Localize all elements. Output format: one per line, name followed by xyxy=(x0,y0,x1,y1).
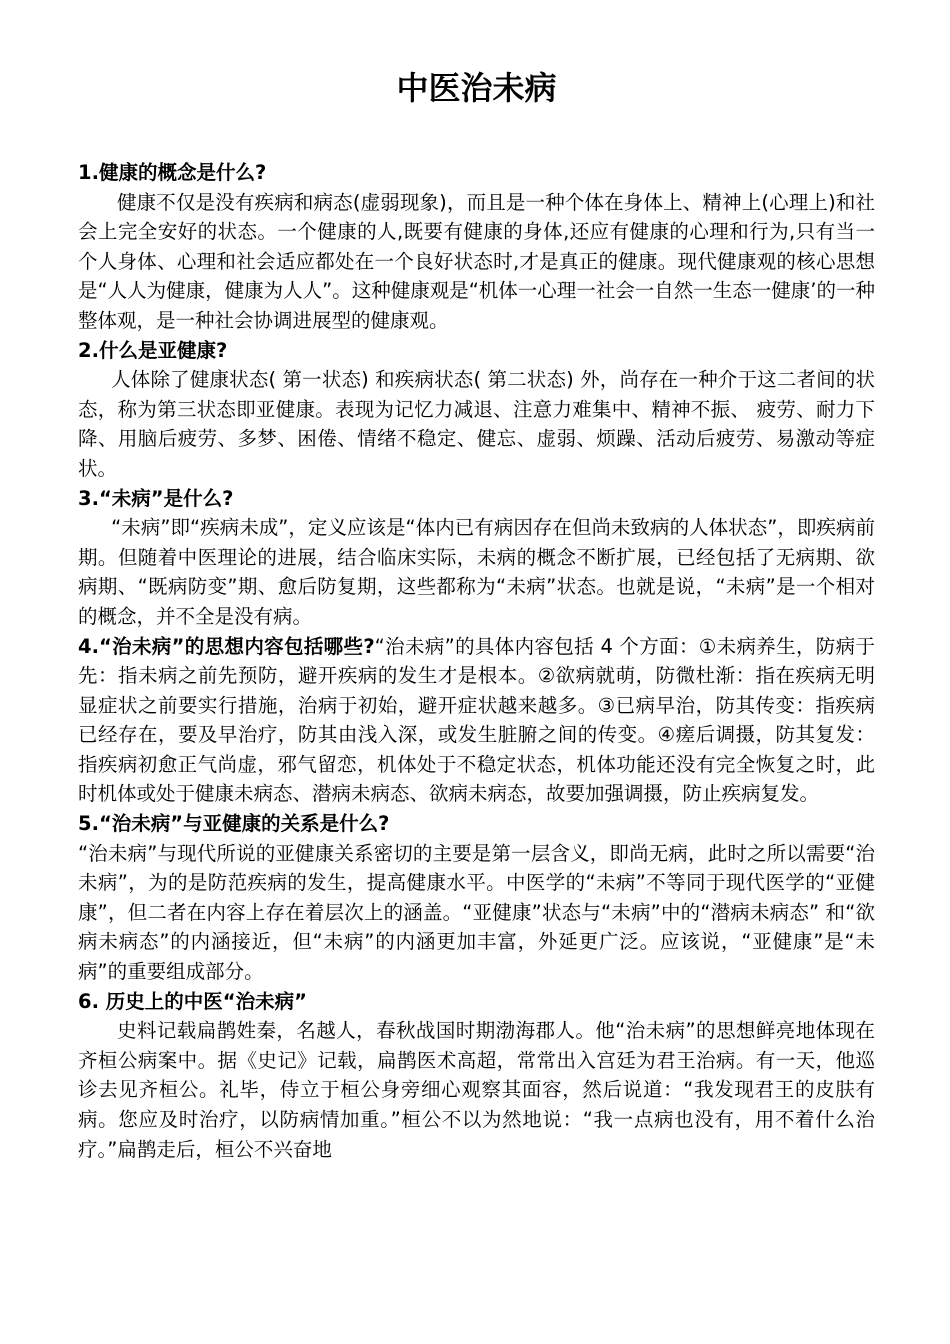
section-5-heading: 5.“治未病”与亚健康的关系是什么? xyxy=(78,812,390,836)
document-title: 中医治未病 xyxy=(396,69,557,107)
section-4-paragraph xyxy=(78,632,875,810)
section-6-body: 史料记载扁鹊姓秦，名越人，春秋战国时期渤海郡人。他“治未病”的思想鲜亮地体现在齐桓公病案中。据《史记》记载，扁鹊医术高超，常常出入宫廷为君王治病。有一天，他巡诊去见齐桓公。礼毕，侍立于桓公身旁细心观察其面容，然后说道：“我发现君王的皮肤有病。您应及时治疗，以防病情加重。”桓公不以为然地说：“我一点病也没有，用不着什么治疗。”扁鹊走后，桓公不兴奋地 xyxy=(78,1019,875,1161)
section-5-body: “治未病”与现代所说的亚健康关系密切的主要是第一层含义，即尚无病，此时之所以需要“治未病”，为的是防范疾病的发生，提高健康水平。中医学的“未病”不等同于现代医学的“亚健康”，但二者在内容上存在着层次上的涵盖。“亚健康”状态与“未病”中的“潜病未病态” 和“欲病未病态”的内涵接近，但“未病”的内涵更加丰富，外延更广泛。应该说，“亚健康”是“未病”的重要组成部分。 xyxy=(78,841,875,984)
section-3-body: “未病”即“疾病未成”，定义应该是“体内已有病因存在但尚未致病的人体状态”，即疾病前期。但随着中医理论的进展，结合临床实际，未病的概念不断扩展，已经包括了无病期、欲病期、“既病防变”期、愈后防复期，这些都称为“未病”状态。也就是说，“未病”是一个相对的概念，并不全是没有病。 xyxy=(78,516,875,628)
section-2-body: 人体除了健康状态( 第一状态) 和疾病状态( 第二状态) 外，尚存在一种介于这二者间的状态，称为第三状态即亚健康。表现为记忆力减退、注意力难集中、精神不振、 疲劳、耐力下降、用脑后疲劳、多梦、困倦、情绪不稳定、健忘、虚弱、烦躁、活动后疲劳、易激动等症状。 xyxy=(78,368,875,480)
section-4-body: “治未病”的具体内容包括 4 个方面：①未病养生，防病于先：指未病之前先预防，避开疾病的发生才是根本。②欲病就萌，防微杜渐：指在疾病无明显症状之前要实行措施，治病于初始，避开症状越来越多。③已病早治，防其传变：指疾病已经存在，要及早治疗，防其由浅入深，或发生脏腑之间的传变。④瘥后调摄，防其复发：指疾病初愈正气尚虚，邪气留恋，机体处于不稳定状态，机体功能还没有完全恢复之时，此时机体或处于健康未病态、潜病未病态、欲病未病态，故要加强调摄，防止疾病复发。 xyxy=(78,634,875,806)
section-1-body: 健康不仅是没有疾病和病态(虚弱现象)，而且是一种个体在身体上、精神上(心理上)和社会上完全安好的状态。一个健康的人,既要有健康的身体,还应有健康的心理和行为,只有当一个人身体、心理和社会适应都处在一个良好状态时,才是真正的健康。现代健康观的核心思想是“人人为健康，健康为人人”。这种健康观是“机体一心理一社会一自然一生态一健康’的一种整体观，是一种社会协调进展型的健康观。 xyxy=(78,190,876,332)
document-page xyxy=(78,60,875,1164)
section-6-heading: 6. 历史上的中医“治未病” xyxy=(78,989,307,1013)
section-4-heading: 4.“治未病”的思想内容包括哪些? xyxy=(78,634,375,658)
section-3-heading: 3.“未病”是什么? xyxy=(78,486,234,510)
section-1-heading: 1.健康的概念是什么? xyxy=(78,161,267,184)
section-2-heading: 2.什么是亚健康? xyxy=(78,338,228,362)
